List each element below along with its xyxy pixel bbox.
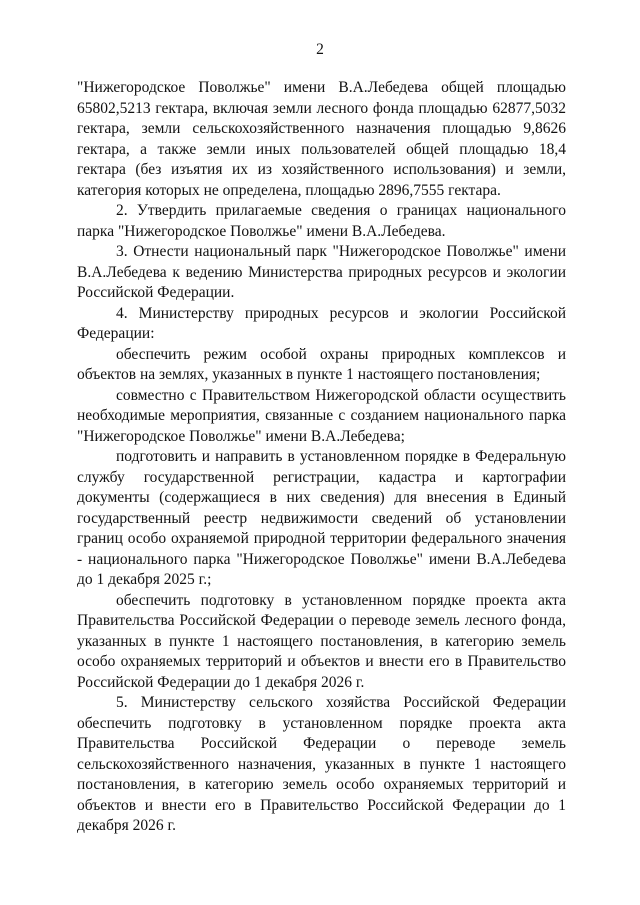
paragraph-item-3: 3. Отнести национальный парк "Нижегородское Поволжье" имени В.А.Лебедева к ведению Министерства природных ресурсов и экологии Российской Федерации.: [77, 243, 566, 301]
paragraph-area-description: "Нижегородское Поволжье" имени В.А.Лебедева общей площадью 65802,5213 гектара, включая земли лесного фонда площадью 62877,5032 гектара, земли сельскохозяйственного назначения площадью 9,8626 гектара, а также земли иных пользователей общей площадью 18,4 гектара (без изъятия их из хозяйственного использования) и земли, категория которых не определена, площадью 2896,7555 гектара.: [77, 79, 566, 199]
document-body: [77, 78, 566, 837]
paragraph-item-4-measures: совместно с Правительством Нижегородской области осуществить необходимые мероприятия, связанные с созданием национального парка "Нижегородское Поволжье" имени В.А.Лебедева;: [77, 386, 566, 445]
paragraph-item-4-registry: подготовить и направить в установленном порядке в Федеральную службу государственной регистрации, кадастра и картографии документы (содержащиеся в них сведения) для внесения в Единый государственный реестр недвижимости сведений об установлении границ особо охраняемой природной территории федерального значения - национального парка "Нижегородское Поволжье" имени В.А.Лебедева до 1 декабря 2025 г.;: [77, 448, 566, 588]
paragraph-item-4-protection: обеспечить режим особой охраны природных комплексов и объектов на землях, указанных в пункте 1 настоящего постановления;: [77, 345, 566, 383]
paragraph-item-2: 2. Утвердить прилагаемые сведения о границах национального парка "Нижегородское Поволжье" имени В.А.Лебедева.: [77, 202, 566, 240]
paragraph-item-4: 4. Министерству природных ресурсов и экологии Российской Федерации:: [77, 304, 566, 342]
paragraph-item-4-forest-land: обеспечить подготовку в установленном порядке проекта акта Правительства Российской Федерации о переводе земель лесного фонда, указанных в пункте 1 настоящего постановления, в категорию земель особо охраняемых территорий и объектов и внести его в Правительство Российской Федерации до 1 декабря 2026 г.: [77, 591, 566, 691]
paragraph-item-5: 5. Министерству сельского хозяйства Российской Федерации обеспечить подготовку в установленном порядке проекта акта Правительства Российской Федерации о переводе земель сельскохозяйственного назначения, указанных в пункте 1 настоящего постановления, в категорию земель особо охраняемых территорий и объектов и внести его в Правительство Российской Федерации до 1 декабря 2026 г.: [77, 694, 566, 834]
page-number: 2: [316, 41, 324, 58]
